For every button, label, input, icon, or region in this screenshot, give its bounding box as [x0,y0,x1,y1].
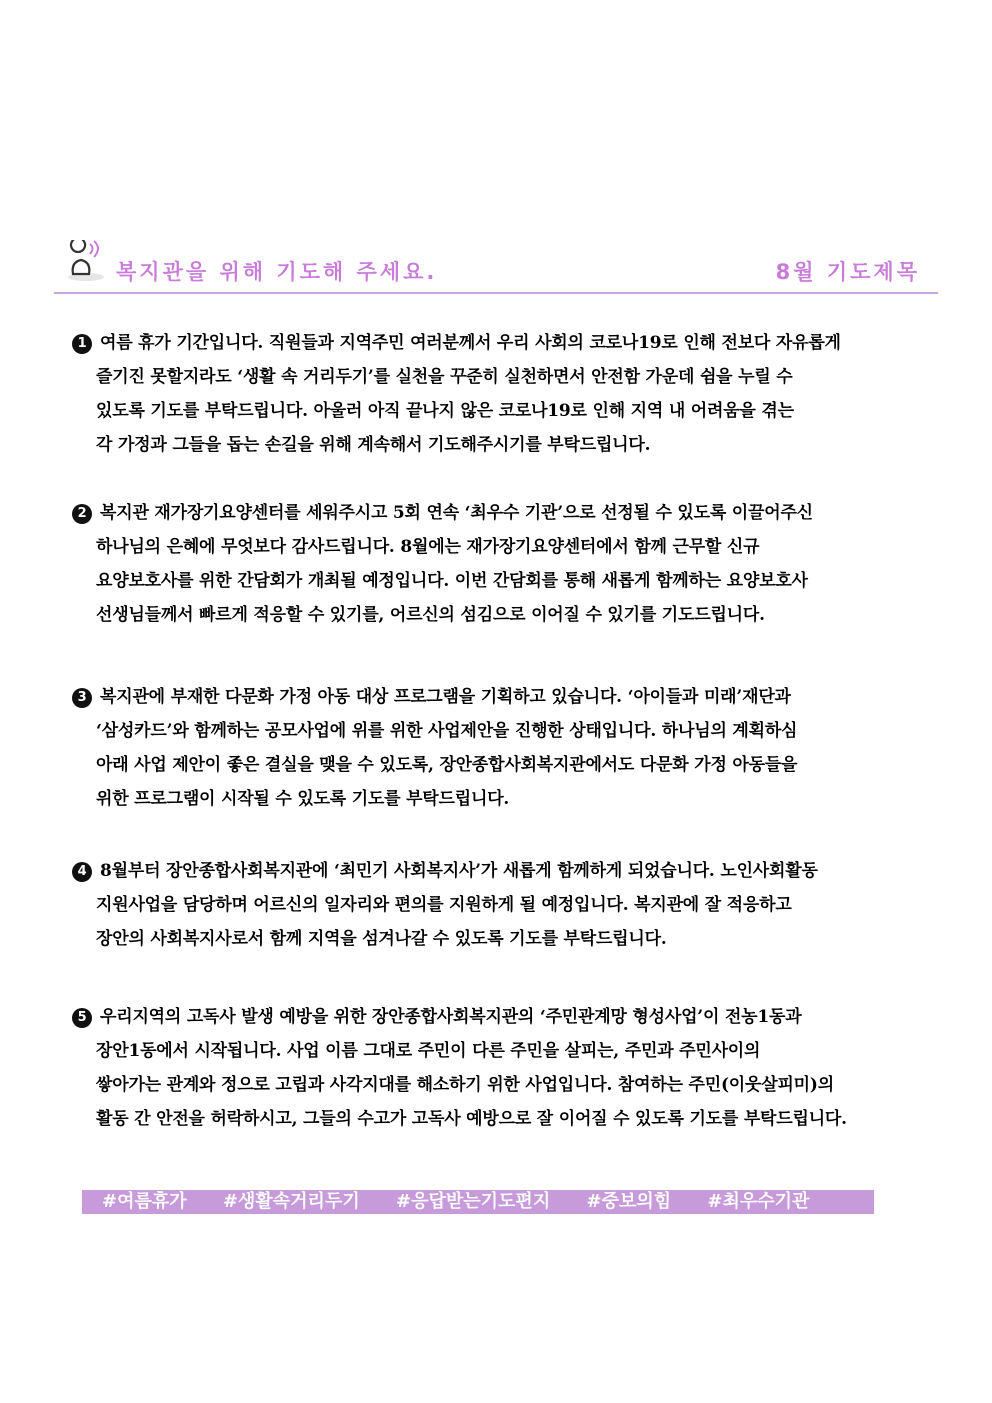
hashtag: #생활속거리두기 [222,1191,360,1212]
prayer-item-line: ‘삼성카드’와 함께하는 공모사업에 위를 위한 사업제안을 진행한 상태입니다. 하나님의 계획하심 [96,721,798,741]
item-number-badge: 1 [72,334,92,354]
item-number-badge: 4 [72,862,92,882]
page-title: 복지관을 위해 기도해 주세요. [116,260,438,284]
prayer-item-5 [72,1000,932,1136]
prayer-item-line: 지원사업을 담당하며 어르신의 일자리와 편의를 지원하게 될 예정입니다. 복지관에 잘 적응하고 [96,895,792,915]
hashtag: #최우수기관 [707,1191,810,1212]
person-speaking-icon [66,240,106,282]
prayer-item-line: 1 여름 휴가 기간입니다. 직원들과 지역주민 여러분께서 우리 사회의 코로나19로 인해 전보다 자유롭게 [72,326,932,360]
prayer-item-line: 활동 간 안전을 허락하시고, 그들의 수고가 고독사 예방으로 잘 이어질 수 있도록 기도를 부탁드립니다. [96,1109,847,1129]
prayer-item-line: 하나님의 은혜에 무엇보다 감사드립니다. 8월에는 재가장기요양센터에서 함께 근무할 신규 [96,537,760,557]
prayer-item-line: 있도록 기도를 부탁드립니다. 아울러 아직 끝나지 않은 코로나19로 인해 지역 내 어려움을 겪는 [96,401,794,421]
hashtag: #응답받는기도편지 [396,1191,551,1212]
prayer-item-line: 2 복지관 재가장기요양센터를 세워주시고 5회 연속 ‘최우수 기관’으로 선정될 수 있도록 이끌어주신 [72,496,932,530]
prayer-item-line: 쌓아가는 관계와 정으로 고립과 사각지대를 해소하기 위한 사업입니다. 참여하는 주민(이웃살피미)의 [96,1075,834,1095]
prayer-item-line: 4 8월부터 장안종합사회복지관에 ‘최민기 사회복지사’가 새롭게 함께하게 되었습니다. 노인사회활동 [72,854,932,888]
prayer-item-line: 요양보호사를 위한 간담회가 개최될 예정입니다. 이번 간담회를 통해 새롭게 함께하는 요양보호사 [96,571,808,591]
prayer-item-2 [72,496,932,632]
item-number-badge: 3 [72,688,92,708]
prayer-item-line: 위한 프로그램이 시작될 수 있도록 기도를 부탁드립니다. [96,789,510,809]
item-number-badge: 2 [72,504,92,524]
prayer-item-line: 5 우리지역의 고독사 발생 예방을 위한 장안종합사회복지관의 ‘주민관계망 형성사업’이 전농1동과 [72,1000,932,1034]
prayer-item-line: 장안의 사회복지사로서 함께 지역을 섬겨나갈 수 있도록 기도를 부탁드립니다. [96,929,667,949]
prayer-item-line: 3 복지관에 부재한 다문화 가정 아동 대상 프로그램을 기획하고 있습니다. ‘아이들과 미래’재단과 [72,680,932,714]
prayer-item-3 [72,680,932,816]
hashtag: #중보의힘 [586,1191,672,1212]
prayer-item-line: 아래 사업 제안이 좋은 결실을 맺을 수 있도록, 장안종합사회복지관에서도 다문화 가정 아동들을 [96,755,798,775]
prayer-item-line: 장안1동에서 시작됩니다. 사업 이름 그대로 주민이 다른 주민을 살피는, 주민과 주민사이의 [96,1041,761,1061]
prayer-item-line: 각 가정과 그들을 돕는 손길을 위해 계속해서 기도해주시기를 부탁드립니다. [96,435,651,455]
prayer-item-line: 즐기진 못할지라도 ‘생활 속 거리두기’를 실천을 꾸준히 실천하면서 안전함 가운데 쉼을 누릴 수 [96,367,793,387]
hashtag-bar [82,1190,874,1214]
month-label: 8월 기도제목 [775,260,920,284]
prayer-item-line: 선생님들께서 빠르게 적응할 수 있기를, 어르신의 섬김으로 이어질 수 있기를 기도드립니다. [96,605,765,625]
hashtag: #여름휴가 [102,1191,187,1212]
prayer-item-1 [72,326,932,462]
item-number-badge: 5 [72,1008,92,1028]
prayer-item-4 [72,854,932,956]
page-header [54,236,938,294]
